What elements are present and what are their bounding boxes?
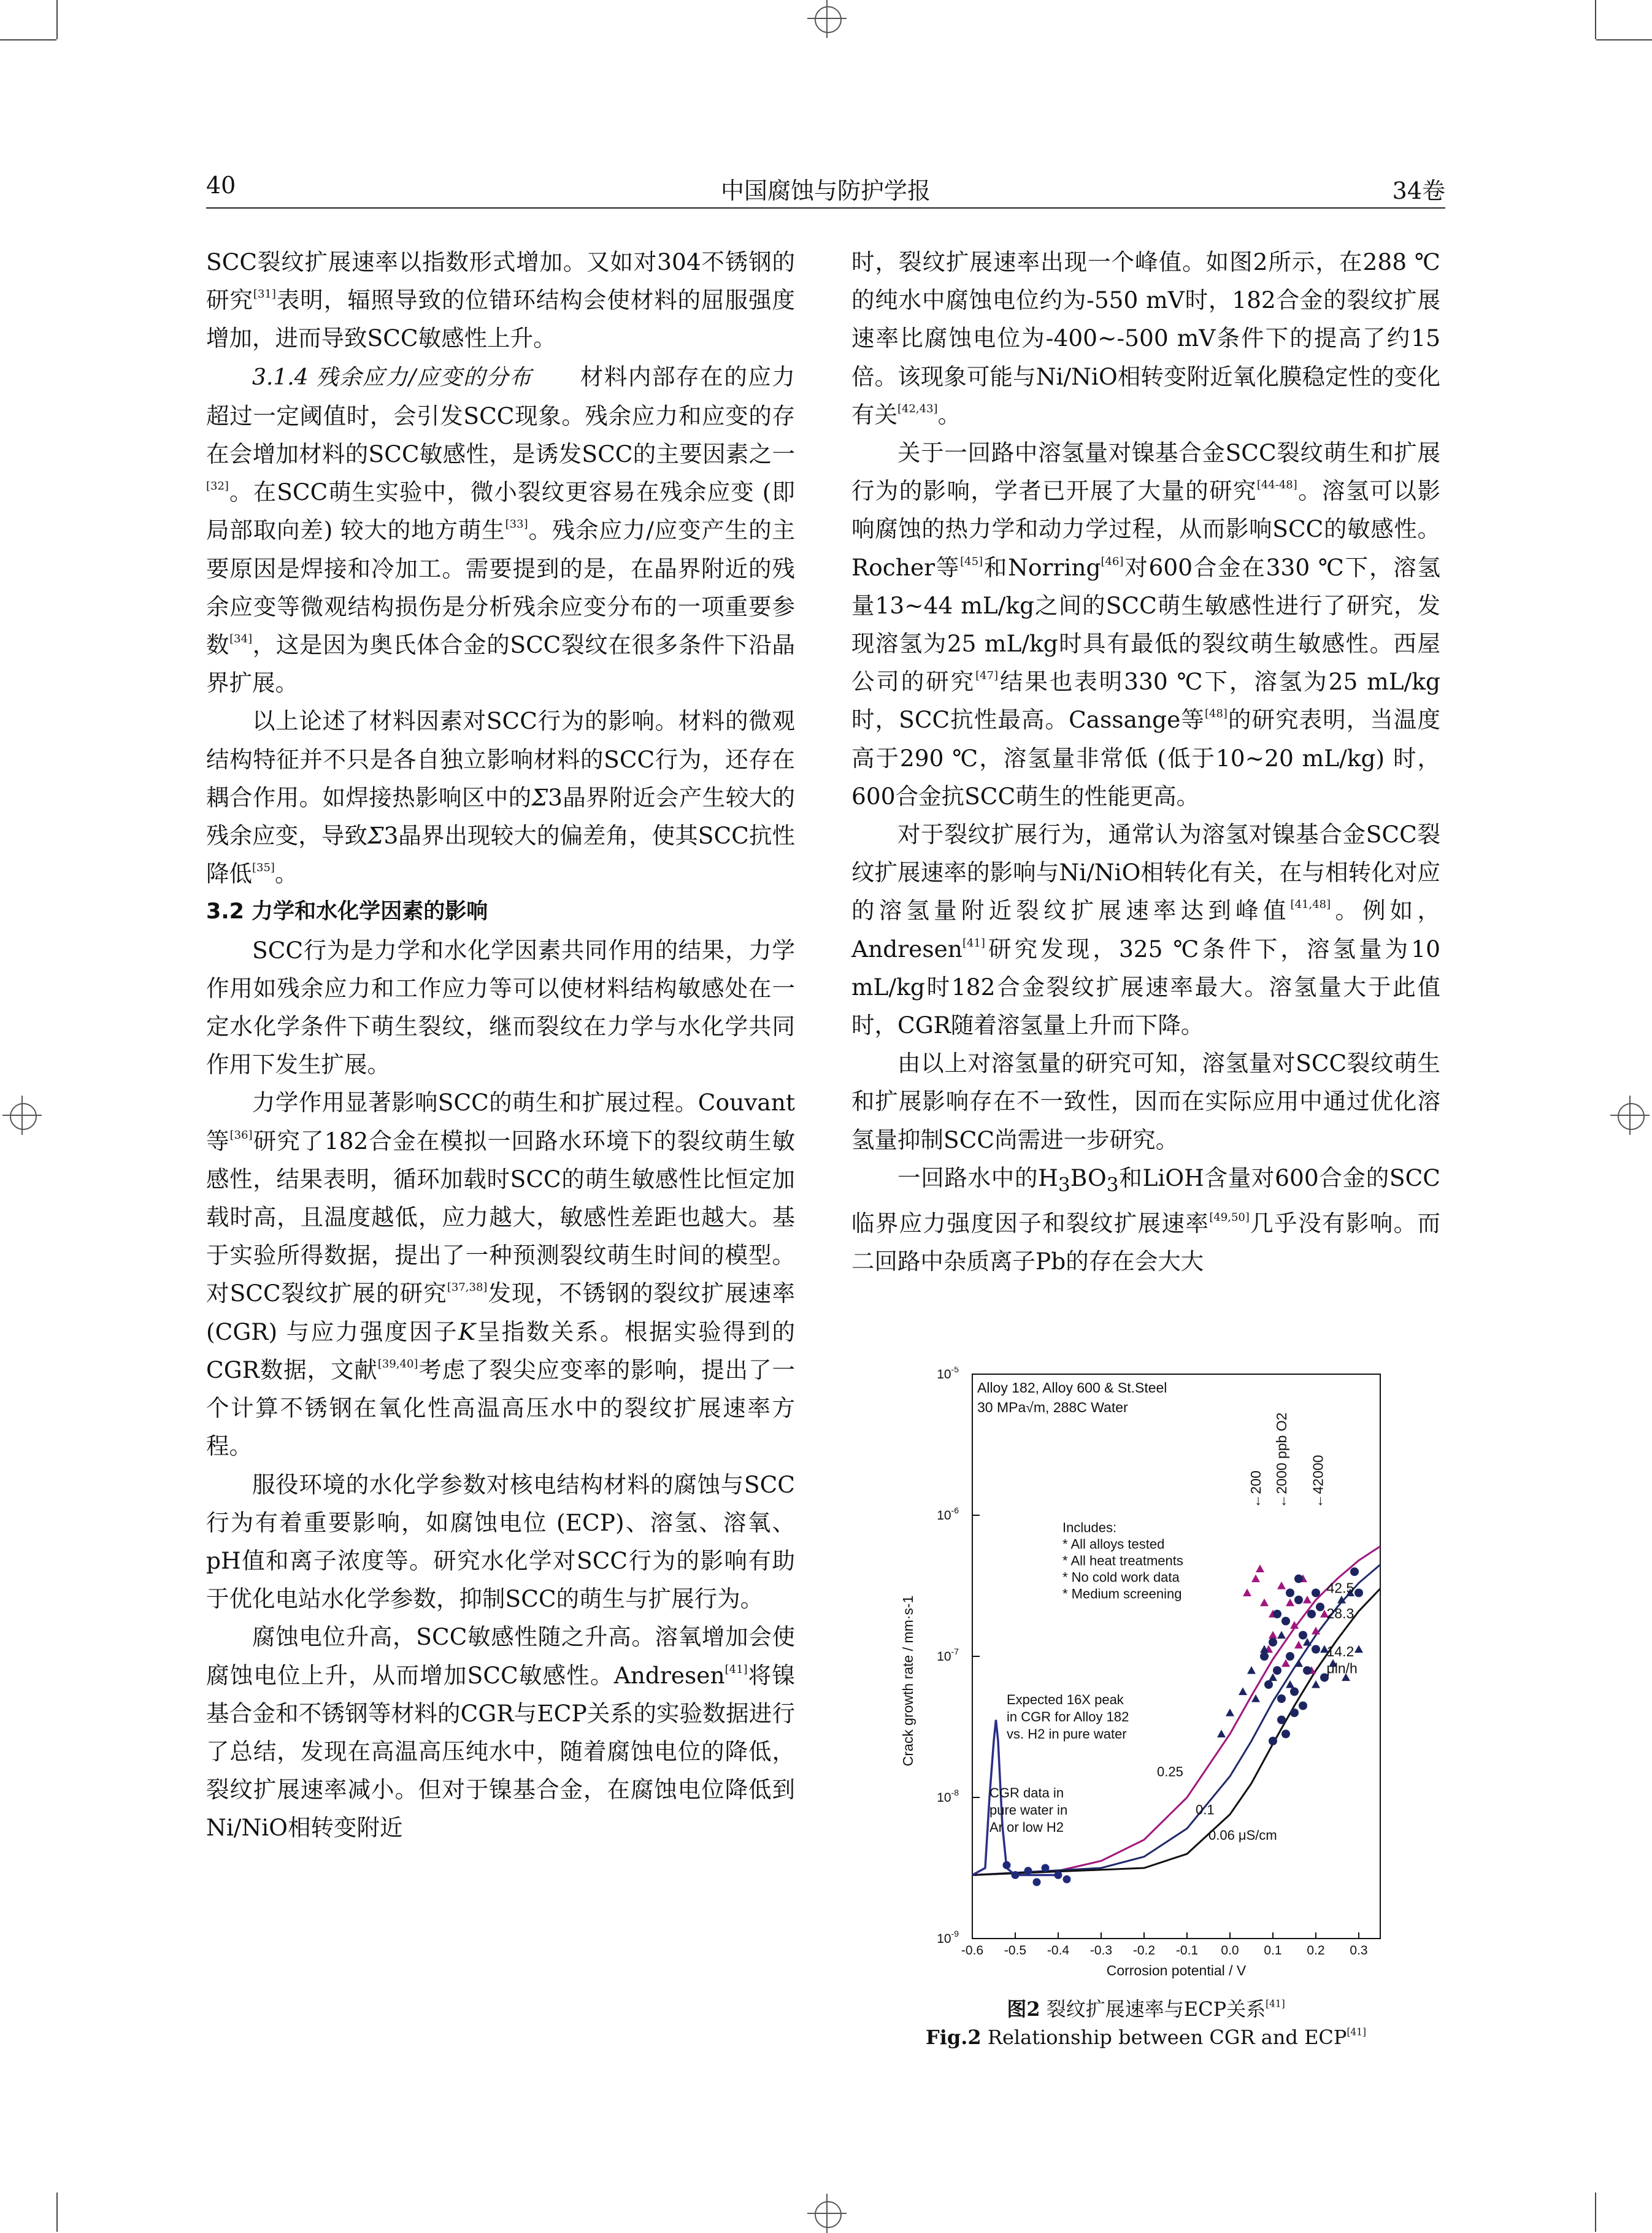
data-point-circle (1003, 1861, 1011, 1869)
cgr-ecp-chart (877, 1367, 1417, 1986)
includes-note-line: Includes: (1062, 1520, 1117, 1535)
h2-flow-label: 14.2 (1326, 1643, 1354, 1659)
data-point-circle (1281, 1730, 1290, 1739)
peak-note-line: Expected 16X peak (1007, 1692, 1124, 1708)
data-point-circle (1286, 1589, 1294, 1597)
subsection-heading: 3.1.4 残余应力/应变的分布 (252, 364, 532, 390)
data-point-circle (1277, 1694, 1286, 1703)
crop-mark (0, 39, 56, 40)
x-tick-label: -0.1 (1175, 1943, 1199, 1958)
data-point-triangle (1251, 1575, 1260, 1583)
paragraph: 对于裂纹扩展行为，通常认为溶氢对镍基合金SCC裂纹扩展速率的影响与Ni/NiO相转化有关，在与相转化对应的溶氢量附近裂纹扩展速率达到峰值[41,48]。例如，Andresen[41]研究发现，325 ℃条件下，溶氢量为10 mL/kg时182合金裂纹扩展速率最大。溶氢量大于此值时，CGR随着溶氢量上升而下降。 (851, 821, 1441, 1039)
paragraph: 3.1.4 残余应力/应变的分布 材料内部存在的应力超过一定阈值时，会引发SCC现象。残余应力和应变的存在会增加材料的SCC敏感性，是诱发SCC的主要因素之一[32]。在SCC萌生实验中，微小裂纹更容易在残余应变 (即局部取向差) 较大的地方萌生[33]。残余应力/应变产生的主要原因是焊接和冷加工。需要提到的是，在晶界附近的残余应变等微观结构损伤是分析残余应变分布的一项重要参数[34]，这是因为奥氏体合金的SCC裂纹在很多条件下沿晶界扩展。 (206, 363, 796, 697)
y-tick-label: $10^{-5}$ (937, 1367, 959, 1382)
paragraph: 一回路水中的$H_3BO_3$和LiOH含量对600合金的SCC临界应力强度因子和裂纹扩展速率[49,50]几乎没有影响。而二回路中杂质离子Pb的存在会大大 (851, 1164, 1441, 1275)
data-point-triangle (1286, 1680, 1294, 1688)
data-point-triangle (1312, 1680, 1320, 1688)
data-point-triangle (1277, 1582, 1286, 1589)
data-point-triangle (1277, 1631, 1286, 1639)
includes-note-line: * No cold work data (1062, 1569, 1180, 1585)
registration-mark-top (807, 0, 847, 38)
data-point-circle (1269, 1737, 1277, 1745)
figure-caption-cn: 图2 裂纹扩展速率与ECP关系[41] (1007, 1997, 1285, 2021)
x-tick-label: 0.2 (1307, 1943, 1325, 1958)
data-point-circle (1303, 1666, 1312, 1675)
paragraph: 服役环境的水化学参数对核电结构材料的腐蚀与SCC行为有着重要影响，如腐蚀电位 (ECP)、溶氢、溶氧、pH值和离子浓度等。研究水化学对SCC行为的影响有助于优化电站水化学参数，抑制SCC的萌生与扩展行为。 (206, 1470, 795, 1613)
data-point-triangle (1303, 1596, 1312, 1604)
data-point-triangle (1294, 1641, 1303, 1649)
data-point-circle (1281, 1617, 1290, 1626)
data-point-circle (1033, 1878, 1041, 1886)
data-point-triangle (1256, 1564, 1264, 1572)
data-point-circle (1063, 1875, 1071, 1883)
data-point-circle (1294, 1575, 1303, 1583)
figure-caption-en: Fig.2 Relationship between CGR and ECP[41] (926, 2026, 1366, 2049)
x-tick-label: -0.5 (1004, 1943, 1027, 1958)
y-tick-label: $10^{-8}$ (937, 1788, 959, 1805)
y-axis-label: Crack growth rate / mm·s-1 (900, 1595, 916, 1767)
paragraph: 力学作用显著影响SCC的萌生和扩展过程。Couvant等[36]研究了182合金在模拟一回路水环境下的裂纹萌生敏感性，结果表明，循环加载时SCC的萌生敏感性比恒定加载时高，且温度越低，应力越大，敏感性差距也越大。基于实验所得数据，提出了一种预测裂纹萌生时间的模型。对SCC裂纹扩展的研究[37,38]发现，不锈钢的裂纹扩展速率 (CGR) 与应力强度因子K呈指数关系。根据实验得到的CGR数据，文献[39,40]考虑了裂尖应变率的影响，提出了一个计算不锈钢在氧化性高温高压水中的裂纹扩展速率方程。 (206, 1089, 796, 1460)
conductivity-label: 0.06 μS/cm (1208, 1828, 1277, 1843)
paragraph: 时，裂纹扩展速率出现一个峰值。如图2所示，在288 ℃的纯水中腐蚀电位约为-550 mV时，182合金的裂纹扩展速率比腐蚀电位为-400~-500 mV条件下的提高了约15倍。该现象可能与Ni/NiO相转变附近氧化膜稳定性的变化有关[42,43]。 (851, 248, 1440, 428)
paragraph: SCC行为是力学和水化学因素共同作用的结果，力学作用如残余应力和工作应力等可以使材料结构敏感处在一定水化学条件下萌生裂纹，继而裂纹在力学与水化学共同作用下发生扩展。 (206, 936, 795, 1078)
figure-2 (877, 1367, 1417, 2072)
data-point-circle (1290, 1688, 1299, 1696)
data-point-triangle (1294, 1659, 1303, 1667)
data-point-circle (1055, 1871, 1062, 1879)
x-tick-label: -0.3 (1089, 1943, 1113, 1958)
data-point-triangle (1239, 1688, 1247, 1696)
data-point-triangle (1226, 1708, 1234, 1716)
x-tick-label: -0.2 (1132, 1943, 1156, 1958)
o2-marker-label: ←200 (1248, 1470, 1264, 1509)
data-point-circle (1012, 1871, 1020, 1879)
data-point-circle (1269, 1638, 1277, 1647)
data-point-triangle (1354, 1645, 1363, 1653)
section-heading: 3.2 力学和水化学因素的影响 (206, 899, 488, 924)
x-tick-label: -0.6 (961, 1943, 984, 1958)
data-point-circle (1299, 1702, 1307, 1710)
data-point-circle (1316, 1603, 1324, 1612)
data-point-circle (1273, 1666, 1281, 1675)
o2-marker-label: ←2000 ppb O2 (1274, 1412, 1289, 1509)
data-point-triangle (1260, 1599, 1269, 1607)
data-point-circle (1307, 1610, 1316, 1618)
registration-mark-left (2, 1096, 42, 1135)
peak-note-line: vs. H2 in pure water (1007, 1726, 1127, 1742)
volume-label: 34卷 (1392, 177, 1445, 204)
left-column (206, 243, 795, 1847)
y-tick-label: $10^{-9}$ (937, 1929, 959, 1946)
o2-marker-label: ←42000 (1310, 1455, 1326, 1509)
right-column (851, 243, 1440, 1280)
crop-mark (1595, 0, 1596, 39)
includes-note-line: * All heat treatments (1062, 1553, 1183, 1569)
x-tick-label: 0.3 (1350, 1943, 1368, 1958)
running-header (206, 172, 1445, 204)
data-point-circle (1260, 1652, 1269, 1661)
data-point-triangle (1286, 1599, 1294, 1607)
h2-flow-label: 42.5 (1326, 1580, 1354, 1596)
chart-title: Alloy 182, Alloy 600 & St.Steel (977, 1380, 1167, 1396)
crop-mark (56, 0, 58, 39)
data-point-circle (1354, 1589, 1363, 1597)
data-point-circle (1286, 1652, 1294, 1661)
data-point-circle (1294, 1596, 1303, 1604)
paragraph: 腐蚀电位升高，SCC敏感性随之升高。溶氧增加会使腐蚀电位上升，从而增加SCC敏感性。Andresen[41]将镍基合金和不锈钢等材料的CGR与ECP关系的实验数据进行了总结，发现在高温高压纯水中，随着腐蚀电位的降低，裂纹扩展速率减小。但对于镍基合金，在腐蚀电位降低到Ni/NiO相转变附近 (206, 1623, 795, 1842)
data-point-circle (1299, 1631, 1307, 1640)
data-point-circle (1312, 1645, 1320, 1654)
data-point-triangle (1217, 1730, 1226, 1738)
y-tick-label: $10^{-7}$ (937, 1647, 959, 1664)
registration-mark-bottom (807, 2194, 847, 2233)
page-number: 40 (206, 172, 236, 199)
data-point-circle (1264, 1680, 1273, 1689)
crop-mark (1596, 39, 1652, 40)
includes-note-line: * All alloys tested (1062, 1536, 1165, 1552)
conductivity-label: 0.1 (1196, 1802, 1215, 1818)
paragraph: 关于一回路中溶氢量对镍基合金SCC裂纹萌生和扩展行为的影响，学者已开展了大量的研究[44-48]。溶氢可以影响腐蚀的热力学和动力学过程，从而影响SCC的敏感性。Rocher等[45]和Norring[46]对600合金在330 ℃下，溶氢量13~44 mL/kg之间的SCC萌生敏感性进行了研究，发现溶氢为25 mL/kg时具有最低的裂纹萌生敏感性。西屋公司的研究[47]结果也表明330 ℃下，溶氢为25 mL/kg时，SCC抗性最高。Cassange等[48]的研究表明，当温度高于290 ℃，溶氢量非常低 (低于10~20 mL/kg) 时，600合金抗SCC萌生的性能更高。 (851, 439, 1440, 810)
data-point-triangle (1247, 1666, 1256, 1674)
data-point-circle (1042, 1864, 1050, 1872)
data-point-circle (1273, 1610, 1281, 1618)
peak-note-line: in CGR for Alloy 182 (1007, 1709, 1129, 1725)
header-rule (206, 207, 1445, 209)
y-tick-label: $10^{-6}$ (937, 1505, 959, 1523)
includes-note-line: * Medium screening (1062, 1586, 1182, 1602)
conductivity-label: 0.25 (1157, 1764, 1183, 1780)
low-data-note-line: CGR data in (989, 1785, 1064, 1801)
registration-mark-right (1610, 1096, 1650, 1135)
data-point-circle (1290, 1708, 1299, 1717)
data-point-triangle (1251, 1694, 1260, 1702)
crop-mark (56, 2193, 58, 2232)
paragraph: 由以上对溶氢量的研究可知，溶氢量对SCC裂纹萌生和扩展影响存在不一致性，因而在实际应用中通过优化溶氢量抑制SCC尚需进一步研究。 (851, 1050, 1440, 1153)
low-data-note-line: pure water in (989, 1802, 1068, 1818)
paragraph: 以上论述了材料因素对SCC行为的影响。材料的微观结构特征并不只是各自独立影响材料的SCC行为，还存在耦合作用。如焊接热影响区中的Σ3晶界附近会产生较大的残余应变，导致Σ3晶界出现较大的偏差角，使其SCC抗性降低[35]。 (206, 707, 796, 888)
h2-flow-unit: μln/h (1326, 1660, 1358, 1677)
data-point-circle (1312, 1589, 1320, 1597)
data-point-circle (1277, 1716, 1286, 1724)
low-data-note-line: Ar or low H2 (989, 1820, 1064, 1835)
data-point-triangle (1269, 1631, 1277, 1639)
h2-flow-label: 28.3 (1326, 1605, 1354, 1621)
x-tick-label: 0.1 (1264, 1943, 1282, 1958)
data-point-triangle (1243, 1589, 1251, 1597)
crop-mark (1595, 2193, 1596, 2232)
x-tick-label: 0.0 (1221, 1943, 1239, 1958)
chart-subtitle: 30 MPa√m, 288C Water (977, 1399, 1128, 1415)
data-point-circle (1024, 1867, 1032, 1875)
paragraph: SCC裂纹扩展速率以指数形式增加。又如对304不锈钢的研究[31]表明，辐照导致的位错环结构会使材料的屈服强度增加，进而导致SCC敏感性上升。 (206, 248, 795, 352)
x-tick-label: -0.4 (1047, 1943, 1070, 1958)
journal-title: 中国腐蚀与防护学报 (720, 177, 931, 204)
x-axis-label: Corrosion potential / V (1106, 1962, 1247, 1978)
data-point-circle (1350, 1567, 1359, 1576)
